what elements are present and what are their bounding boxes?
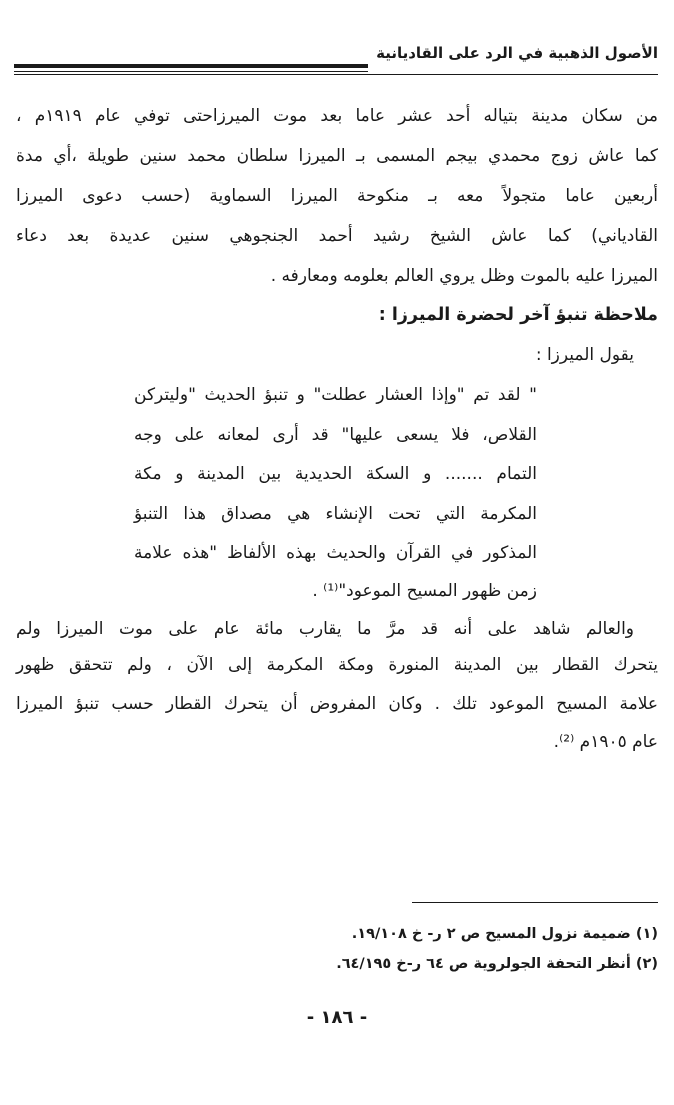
paragraph1-line: الميرزا عليه بالموت وظل يروي العالم بعلومه ومعارفه . xyxy=(270,266,658,286)
paragraph1-line: من سكان مدينة بتياله أحد عشر عاما بعد موت الميرزاحتى توفي عام ١٩١٩م ، xyxy=(16,106,659,126)
header-rule-thin xyxy=(14,71,368,72)
section-subheading: ملاحظة تنبؤ آخر لحضرة الميرزا : xyxy=(378,305,658,325)
header-rule-thick xyxy=(14,64,368,68)
quote-line: المذكور في القرآن والحديث بهذه الألفاظ "هذه علامة xyxy=(134,543,537,563)
quote-intro: يقول الميرزا : xyxy=(535,345,634,365)
paragraph2-line: علامة المسيح الموعود تلك . وكان المفروض أن يتحرك القطار حسب تنبؤ الميرزا xyxy=(16,694,658,714)
paragraph1-line: القادياني) كما عاش الشيخ رشيد أحمد الجنجوهي سنين عديدة بعد دعاء xyxy=(16,226,658,246)
quote-line: القلاص، فلا يسعى عليها" قد أرى لمعانه على وجه xyxy=(134,425,537,445)
quote-line: المكرمة التي تحت الإنشاء هي مصداق هذا التنبؤ xyxy=(134,504,537,524)
footnote: (٢) أنظر التحفة الجولروية ص ٦٤ ر-خ ٦٤/١٩٥. xyxy=(336,956,658,972)
paragraph2-line: يتحرك القطار بين المدينة المنورة ومكة المكرمة إلى الآن ، ولم تتحقق ظهور xyxy=(16,655,658,675)
paragraph1-line: كما عاش زوج محمدي بيجم المسمى بـ الميرزا سلطان محمد سنين طويلة ،أي مدة xyxy=(16,146,658,166)
paragraph1-line: أربعين عاما متجولاً معه بـ منكوحة الميرزا السماوية (حسب دعوى الميرزا xyxy=(16,186,658,206)
header-rule-full xyxy=(14,74,658,75)
running-header-title: الأصول الذهبية في الرد على القاديانية xyxy=(376,44,658,62)
paragraph2-line: عام ١٩٠٥م ⁽²⁾. xyxy=(553,732,658,752)
quote-line: " لقد تم "وإذا العشار عطلت" و تنبؤ الحديث "وليتركن xyxy=(134,385,537,405)
page-number: - ١٨٦ - xyxy=(306,1007,368,1028)
paragraph2-line: والعالم شاهد على أنه قد مرَّ ما يقارب مائة عام على موت الميرزا ولم xyxy=(16,619,634,639)
footnote-separator xyxy=(412,902,658,903)
quote-line: التمام ....... و السكة الحديدية بين المدينة و مكة xyxy=(134,464,537,484)
quote-line: زمن ظهور المسيح الموعود"⁽¹⁾ . xyxy=(312,581,537,601)
footnote: (١) ضميمة نزول المسيح ص ٢ ر- خ ١٩/١٠٨. xyxy=(351,926,658,942)
